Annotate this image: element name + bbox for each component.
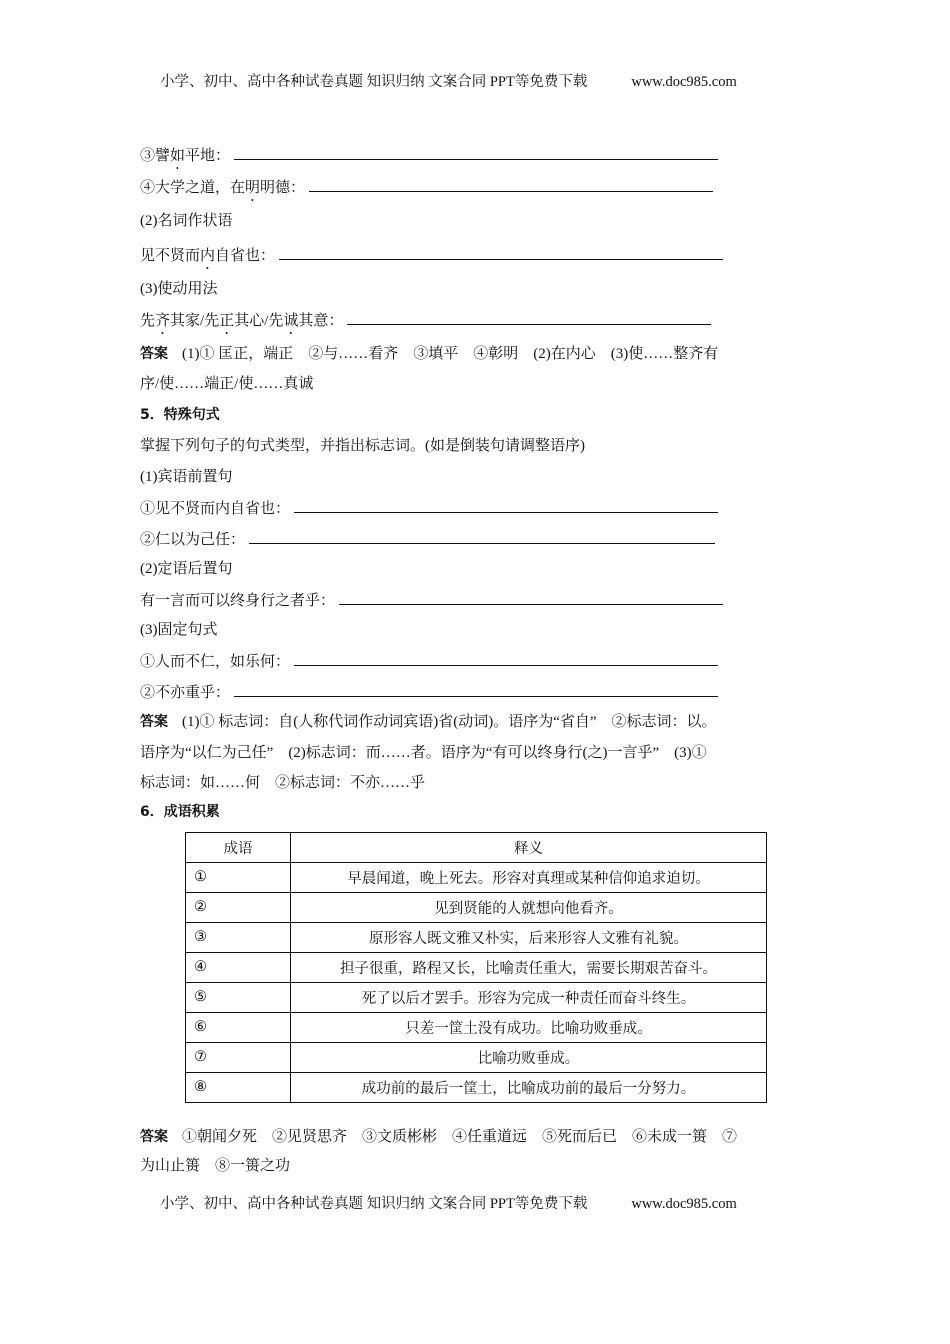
answer-blank[interactable] [279,245,723,260]
text: ②仁以为己任： [140,532,246,548]
question-line [140,651,718,672]
text: 平地： [185,148,231,164]
idiom-number: ⑧ [186,1073,291,1103]
text: ②不亦重乎： [140,685,231,701]
idiom-meaning: 担子很重，路程又长，比喻责任重大，需要长期艰苦奋斗。 [291,953,767,983]
instructions: 掌握下列句子的句式类型，并指出标志词。(如是倒装句请调整语序) [140,438,585,454]
answer-label: 答案 [140,1129,168,1145]
question-line [140,245,723,273]
emphasized-char: 明 [245,180,261,196]
answer-text: 序/使……端正/使……真诚 [140,376,314,392]
answer-text: (1)① 匡正，端正 ②与……看齐 ③填平 ④彰明 (2)在内心 (3)使……整齐有 [182,346,719,362]
idiom-meaning: 只差一筐土没有成功。比喻功败垂成。 [291,1013,767,1043]
section-title-text: 5．特殊句式 [140,407,220,423]
idiom-number: ③ [186,923,291,953]
idiom-number: ④ [186,953,291,983]
question-line [140,498,718,519]
text: 先 [140,313,156,329]
answer-text: 标志词：如……何 ②标志词：不亦……乎 [140,775,426,791]
answer-blank[interactable] [339,590,723,605]
answer-line [140,712,717,732]
answer-blank[interactable] [294,651,718,666]
idiom-number: ⑦ [186,1043,291,1073]
text: 其心/先 [234,313,284,329]
text: ③譬 [140,148,171,164]
subsection-heading: (3)固定句式 [140,622,218,638]
text: 自省也： [215,248,276,264]
answer-label: 答案 [140,714,168,730]
text: ①见不贤而内自省也： [140,501,291,517]
column-header: 成语 [186,833,291,863]
page-footer [160,1192,737,1213]
question-line [140,682,718,703]
table-row [186,983,767,1013]
text: 见不贤而 [140,248,201,264]
table-row [186,953,767,983]
text: 明德： [260,180,306,196]
section-title [140,802,220,822]
emphasized-char: 如 [170,148,186,164]
table-row [186,893,767,923]
table-row [186,1013,767,1043]
text: 有一言而可以终身行之者乎： [140,593,336,609]
column-header: 释义 [291,833,767,863]
idiom-meaning: 成功前的最后一筐土，比喻成功前的最后一分努力。 [291,1073,767,1103]
idiom-meaning: 原形容人既文雅又朴实，后来形容人文雅有礼貌。 [291,923,767,953]
answer-text: 语序为“以仁为己任” (2)标志词：而……者。语序为“有可以终身行(之)一言乎” (3)① [140,745,707,761]
answer-label: 答案 [140,346,168,362]
text: ①人而不仁，如乐何： [140,654,291,670]
idiom-meaning: 死了以后才罢手。形容为完成一种责任而奋斗终生。 [291,983,767,1013]
emphasized-char: 正 [219,313,235,329]
emphasized-char: 齐 [155,313,171,329]
answer-blank[interactable] [234,682,718,697]
header-url: www.doc985.com [631,74,737,90]
answer-blank[interactable] [234,145,718,160]
answer-blank[interactable] [309,177,713,192]
text: 其家/先 [170,313,220,329]
subsection-heading: (3)使动用法 [140,281,218,297]
subsection-heading: (2)定语后置句 [140,561,233,577]
text: 其意： [298,313,344,329]
idiom-number: ② [186,893,291,923]
question-line [140,145,718,173]
answer-blank[interactable] [294,498,718,513]
answer-line [140,1127,737,1147]
idiom-meaning: 见到贤能的人就想向他看齐。 [291,893,767,923]
answer-text: (1)① 标志词：自(人称代词作动词宾语)省(动词)。语序为“省自” ②标志词：以。 [182,714,717,730]
question-line [140,529,715,550]
table-row [186,863,767,893]
section-title-text: 6．成语积累 [140,804,220,820]
emphasized-char: 内 [200,248,216,264]
idiom-number: ① [186,863,291,893]
table-row [186,1073,767,1103]
answer-line [140,344,718,364]
idiom-meaning: 比喻功败垂成。 [291,1043,767,1073]
answer-blank[interactable] [249,529,715,544]
question-line [140,310,711,338]
question-line [140,590,723,611]
page-header [160,70,737,91]
idiom-number: ⑤ [186,983,291,1013]
footer-text: 小学、初中、高中各种试卷真题 知识归纳 文案合同 PPT等免费下载 [160,1196,588,1212]
answer-text: 为山止篑 ⑧一篑之功 [140,1158,291,1174]
subsection-heading: (2)名词作状语 [140,213,233,229]
table-row [186,1043,767,1073]
idiom-number: ⑥ [186,1013,291,1043]
answer-text: ①朝闻夕死 ②见贤思齐 ③文质彬彬 ④任重道远 ⑤死而后已 ⑥未成一篑 ⑦ [182,1129,738,1145]
idiom-table [185,832,767,1103]
table-row [186,923,767,953]
question-line [140,177,713,205]
footer-url: www.doc985.com [631,1196,737,1212]
subsection-heading: (1)宾语前置句 [140,469,233,485]
section-title [140,405,220,425]
header-text: 小学、初中、高中各种试卷真题 知识归纳 文案合同 PPT等免费下载 [160,74,588,90]
text: ④大学之道，在 [140,180,246,196]
idiom-meaning: 早晨闻道，晚上死去。形容对真理或某种信仰追求迫切。 [291,863,767,893]
emphasized-char: 诚 [283,313,299,329]
answer-blank[interactable] [347,310,711,325]
table-header-row [186,833,767,863]
